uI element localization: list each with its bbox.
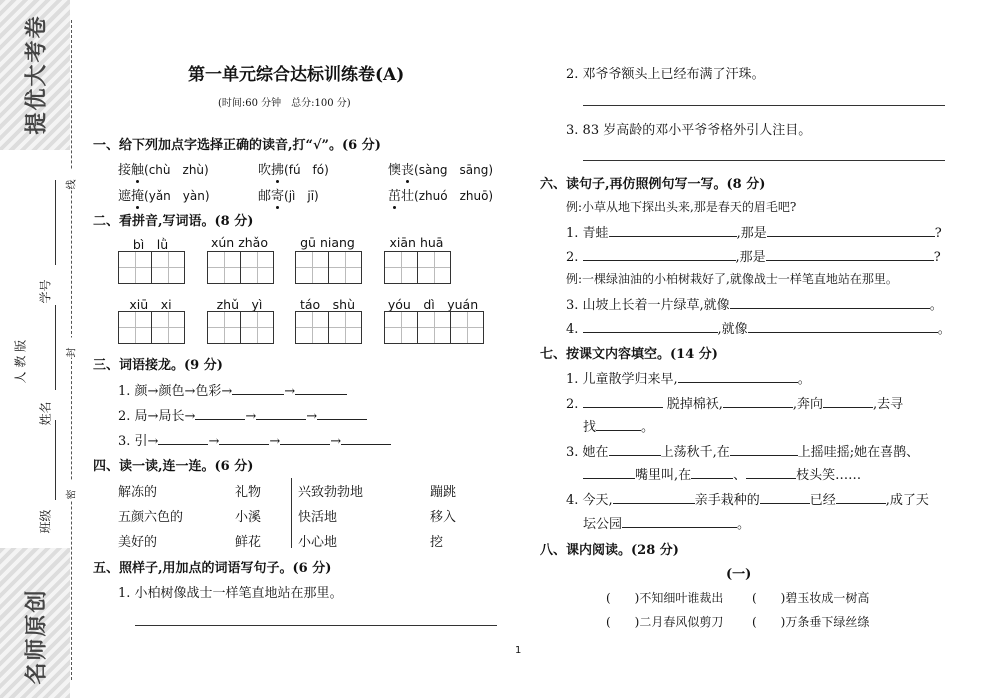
brand-top-text: 提优大考卷: [23, 14, 50, 135]
q4-col3-1[interactable]: 兴致勃勃地: [298, 485, 364, 500]
seal-mark-2: 封: [63, 338, 78, 358]
q1-item-6: 茁壮(zhuó zhuō): [388, 185, 493, 204]
q7-line-2: 2. 脱掉棉袄, ,奔向 ,去寻: [566, 393, 903, 412]
q4-col4-2[interactable]: 移入: [430, 510, 457, 525]
class-field-label: 班级: [38, 509, 53, 534]
q1-item-4: 遮掩(yǎn yàn): [118, 185, 210, 204]
q7-blank[interactable]: [609, 442, 661, 456]
q8-row-1-left[interactable]: ( )不知细叶谁裁出: [606, 591, 724, 605]
q6-blank[interactable]: [609, 223, 737, 237]
q3-blank[interactable]: [280, 431, 330, 445]
page-subtitle: (时间:60 分钟 总分:100 分): [218, 98, 351, 109]
q8-row-1-right[interactable]: ( )碧玉妆成一树高: [752, 591, 870, 605]
class-field-line[interactable]: [55, 420, 56, 500]
q6-blank[interactable]: [730, 295, 930, 309]
q7-blank[interactable]: [723, 394, 793, 408]
q7-blank[interactable]: [760, 490, 810, 504]
q2-pinyin-6: zhǔ yì: [216, 297, 263, 312]
q5-item-2: 2. 邓爷爷额头上已经布满了汗珠。: [566, 67, 765, 82]
q7-blank[interactable]: [730, 442, 798, 456]
q1-item-2: 吹拂(fú fó): [258, 159, 329, 178]
q6-blank[interactable]: [766, 247, 934, 261]
brand-bottom-text: 名师原创: [23, 588, 50, 685]
q7-line-2-cont: 找 。: [583, 416, 654, 435]
seal-mark-1: 线: [63, 170, 78, 190]
q4-col1-1[interactable]: 解冻的: [118, 485, 158, 500]
q6-line-1: 1. 青蛙 ,那是 ?: [566, 222, 942, 241]
q6-blank[interactable]: [583, 247, 736, 261]
id-field-label: 学号: [38, 279, 53, 304]
q5-answer-line-1[interactable]: [135, 625, 497, 626]
q7-blank[interactable]: [678, 369, 798, 383]
q4-col1-2[interactable]: 五颜六色的: [118, 510, 184, 525]
q3-blank[interactable]: [195, 406, 245, 420]
q8-heading: 八、课内阅读。(28 分): [540, 543, 679, 558]
q2-grid-1[interactable]: [118, 251, 185, 284]
q2-grid-2[interactable]: [207, 251, 274, 284]
q2-pinyin-1: bì lǜ: [132, 237, 169, 252]
q2-pinyin-2: xún zhǎo: [210, 235, 268, 250]
q1-item-1: 接触(chù zhù): [118, 159, 209, 178]
q2-pinyin-5: xiū xi: [129, 297, 172, 312]
q8-part-title: (一): [726, 567, 752, 582]
q3-blank[interactable]: [341, 431, 391, 445]
q4-heading: 四、读一读,连一连。(6 分): [93, 459, 254, 474]
binding-margin: [0, 0, 78, 698]
q4-col2-3[interactable]: 鲜花: [235, 535, 262, 550]
q2-grid-3[interactable]: [295, 251, 362, 284]
q4-col3-2[interactable]: 快活地: [298, 510, 338, 525]
q7-blank[interactable]: [691, 465, 733, 479]
q2-grid-8[interactable]: [384, 311, 484, 344]
q2-grid-7[interactable]: [295, 311, 362, 344]
q4-col4-3[interactable]: 挖: [430, 535, 444, 550]
q3-blank[interactable]: [256, 406, 306, 420]
q1-heading: 一、给下列加点字选择正确的读音,打“√”。(6 分): [93, 138, 381, 153]
q3-row-2: 2. 局→局长→ → →: [118, 405, 367, 424]
q2-grid-5[interactable]: [118, 311, 185, 344]
q7-blank[interactable]: [596, 417, 641, 431]
q6-line-3: 3. 山坡上长着一片绿草,就像 。: [566, 294, 943, 313]
q3-heading: 三、词语接龙。(9 分): [93, 358, 223, 373]
q7-heading: 七、按课文内容填空。(14 分): [540, 347, 718, 362]
q4-col3-3[interactable]: 小心地: [298, 535, 338, 550]
q2-pinyin-8: yóu dì yuán: [387, 297, 479, 312]
q6-heading: 六、读句子,再仿照例句写一写。(8 分): [540, 177, 766, 192]
q3-blank[interactable]: [317, 406, 367, 420]
q7-blank[interactable]: [613, 490, 695, 504]
q6-example-2: 例:一棵绿油油的小柏树栽好了,就像战士一样笔直地站在那里。: [566, 272, 898, 286]
q2-pinyin-3: gū niang: [300, 235, 355, 250]
name-field-line[interactable]: [55, 305, 56, 390]
q6-line-4: 4. ,就像 。: [566, 318, 951, 337]
q8-row-2-right[interactable]: ( )万条垂下绿丝绦: [752, 615, 870, 629]
q5-answer-line-3[interactable]: [583, 160, 945, 161]
q6-blank[interactable]: [583, 319, 718, 333]
q7-blank[interactable]: [823, 394, 873, 408]
q7-line-1: 1. 儿童散学归来早, 。: [566, 368, 811, 387]
seal-mark-3: 密: [63, 480, 78, 500]
q7-blank[interactable]: [583, 394, 663, 408]
edition-label: 人 教 版: [13, 339, 28, 384]
q2-pinyin-7: táo shù: [299, 297, 356, 312]
q3-row-1: 1. 颜→颜色→色彩→ →: [118, 380, 347, 399]
q1-item-5: 邮寄(jì jī): [258, 185, 319, 204]
q6-blank[interactable]: [748, 319, 938, 333]
q5-heading: 五、照样子,用加点的词语写句子。(6 分): [93, 561, 332, 576]
q7-line-4: 4. 今天, 亲手栽种的 已经 ,成了天: [566, 489, 929, 508]
q4-col2-1[interactable]: 礼物: [235, 485, 262, 500]
page-number: 1: [515, 645, 522, 656]
q1-item-3: 懊丧(sàng sāng): [388, 159, 493, 178]
q3-row-3: 3. 引→ → → →: [118, 430, 391, 449]
q4-divider: [291, 478, 292, 548]
q7-blank[interactable]: [746, 465, 796, 479]
name-field-label: 姓名: [38, 401, 53, 426]
q6-example-1: 例:小草从地下探出头来,那是春天的眉毛吧?: [566, 200, 797, 214]
q3-blank[interactable]: [232, 381, 284, 395]
q7-blank[interactable]: [836, 490, 886, 504]
q6-blank[interactable]: [767, 223, 935, 237]
q2-grid-6[interactable]: [207, 311, 274, 344]
q4-col2-2[interactable]: 小溪: [235, 510, 262, 525]
q2-grid-4[interactable]: [384, 251, 451, 284]
q7-blank[interactable]: [583, 465, 635, 479]
q4-col1-3[interactable]: 美好的: [118, 535, 158, 550]
page-title: 第一单元综合达标训练卷(A): [188, 65, 405, 85]
q2-pinyin-4: xiān huā: [389, 235, 444, 250]
q3-blank[interactable]: [219, 431, 269, 445]
q5-item-1: 1. 小柏树像战士一样笔直地站在那里。: [118, 586, 343, 601]
q2-heading: 二、看拼音,写词语。(8 分): [93, 214, 254, 229]
id-field-line[interactable]: [55, 180, 56, 265]
q3-blank[interactable]: [158, 431, 208, 445]
q7-blank[interactable]: [622, 514, 737, 528]
q7-line-3: 3. 她在 上荡秋千,在 上摇哇摇;她在喜鹊、: [566, 441, 919, 460]
q3-blank[interactable]: [295, 381, 347, 395]
q7-line-3-cont: 嘴里叫,在 、 枝头笑……: [583, 464, 861, 483]
q5-item-3: 3. 83 岁高龄的邓小平爷爷格外引人注目。: [566, 123, 812, 138]
q4-col4-1[interactable]: 蹦跳: [430, 485, 457, 500]
q5-answer-line-2[interactable]: [583, 105, 945, 106]
q8-row-2-left[interactable]: ( )二月春风似剪刀: [606, 615, 724, 629]
q7-line-4-cont: 坛公园 。: [583, 513, 750, 532]
q6-line-2: 2. ,那是 ?: [566, 246, 941, 265]
